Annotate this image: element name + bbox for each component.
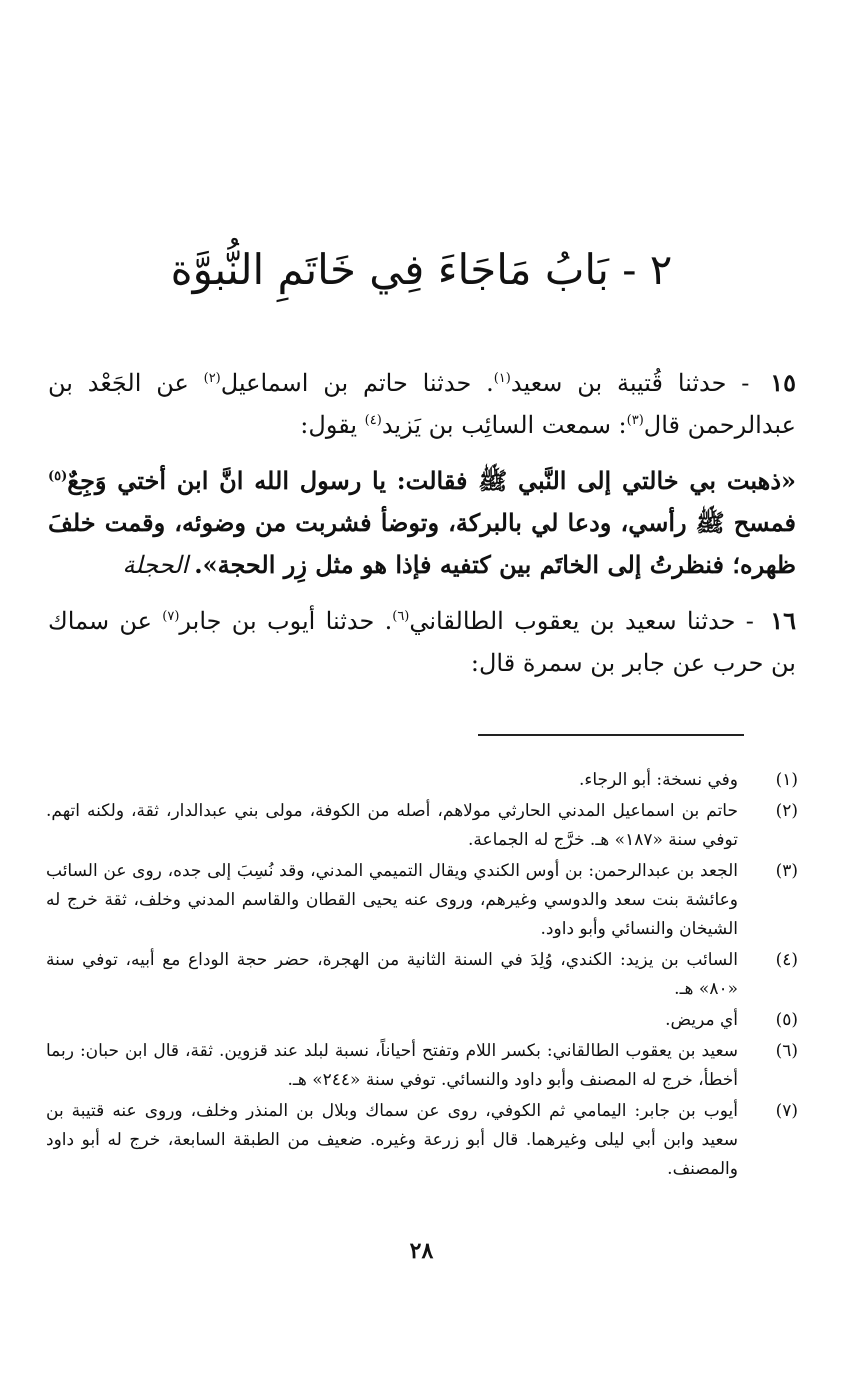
footnote-text: حاتم بن اسماعيل المدني الحارثي مولاهم، أصله من الكوفة، مولى بني عبدالدار، ثقة، ولكنه اتهم. توفي سنة «١٨٧» هـ. خرَّج له الجماعة. <box>46 801 738 850</box>
footnote-item <box>46 1037 798 1095</box>
hadith-16 <box>48 600 796 684</box>
footnote-number: (١) <box>775 770 798 790</box>
chapter-title: ٢ - بَابُ مَاجَاءَ فِي خَاتَمِ النُّبوَّة <box>170 245 673 295</box>
footnote-ref[interactable]: (٢) <box>203 371 221 386</box>
footnote-number: (٢) <box>775 801 798 821</box>
footnote-number: (٤) <box>775 950 798 970</box>
footnote-text: سعيد بن يعقوب الطالقاني: بكسر اللام وتفتح أحياناً، نسبة لبلد عند قزوين. ثقة، قال ابن حبان: ربما أخطأ، خرج له المصنف وأبو داود والنسائي. توفي سنة «٢٤٤» هـ. <box>46 1041 738 1090</box>
isnad-segment: - حدثنا سعيد بن يعقوب الطالقاني <box>409 607 754 635</box>
hadith-15 <box>48 362 796 446</box>
hadith-number: ١٥ <box>770 368 796 397</box>
isnad-segment: : سمعت السائِب بن يَزيد <box>381 411 627 439</box>
footnote-item <box>46 946 798 1004</box>
marginal-annotation: الحجلة <box>122 551 189 579</box>
footnote-item <box>46 1006 798 1035</box>
footnote-number: (٥) <box>775 1010 798 1030</box>
main-text <box>48 362 796 698</box>
footnote-ref[interactable]: (٦) <box>392 609 410 624</box>
isnad-segment: عن سماك بن حرب عن جابر بن سمرة قال: <box>48 607 796 677</box>
footnote-ref[interactable]: (٧) <box>162 609 180 624</box>
matn-segment: فمسح ﷺ رأسي، ودعا لي بالبركة، وتوضأ فشربت من وضوئه، وقمت خلفَ ظهره؛ فنظرتُ إلى الخاتَم بين كتفيه فإذا هو مثل زِر الحجة». <box>48 508 796 579</box>
page-number: ٢٨ <box>409 1238 434 1264</box>
isnad-segment: يقول: <box>300 411 365 439</box>
footnote-text: السائب بن يزيد: الكندي، وُلِدَ في السنة الثانية من الهجرة، حضر حجة الوداع مع أبيه، توفي سنة «٨٠» هـ. <box>46 950 738 999</box>
footnote-number: (٣) <box>775 861 798 881</box>
footnote-ref[interactable]: (٣) <box>626 413 644 428</box>
footnote-item <box>46 1097 798 1184</box>
footnote-item <box>46 766 798 795</box>
isnad-segment: . حدثنا حاتم بن اسماعيل <box>220 369 494 397</box>
footnote-ref[interactable]: (٤) <box>364 413 382 428</box>
hadith-15-matn <box>48 460 796 586</box>
footnote-text: أي مريض. <box>665 1010 738 1030</box>
footnote-text: وفي نسخة: أبو الرجاء. <box>578 770 738 790</box>
footnotes <box>46 766 798 1186</box>
footnote-text: الجعد بن عبدالرحمن: بن أوس الكندي ويقال التميمي المدني، وقد نُسِبَ إلى جده، روى عن السائب وعائشة بنت سعد والدوسي وغيرهم، وروى عنه يحيى القطان والقاسم المدني وخلف، ثقة خرج له الشيخان والنسائي وأبو داود. <box>46 861 738 939</box>
footnote-item <box>46 797 798 855</box>
footnote-divider <box>478 734 744 736</box>
hadith-number: ١٦ <box>770 606 796 635</box>
footnote-ref[interactable]: (٥) <box>48 469 68 484</box>
footnote-number: (٦) <box>775 1041 798 1061</box>
footnote-ref[interactable]: (١) <box>493 371 511 386</box>
footnote-text: أيوب بن جابر: اليمامي ثم الكوفي، روى عن سماك وبلال بن المنذر وخلف، وروى عنه قتيبة بن سعيد وابن أبي ليلى وغيرهما. قال أبو زرعة وغيره. ضعيف من الطبقة السابعة، خرج له أبو داود والمصنف. <box>46 1101 738 1179</box>
matn-segment: «ذهبت بي خالتي إلى النَّبي ﷺ فقالت: يا رسول الله انَّ ابن أختي وَجِعٌ <box>67 466 796 495</box>
isnad-segment: . حدثنا أيوب بن جابر <box>179 607 393 635</box>
footnote-number: (٧) <box>775 1101 798 1121</box>
isnad-segment: - حدثنا قُتيبة بن سعيد <box>510 369 750 397</box>
isnad-segment: عن الجَعْد بن عبدالرحمن قال <box>48 369 796 439</box>
footnote-item <box>46 857 798 944</box>
